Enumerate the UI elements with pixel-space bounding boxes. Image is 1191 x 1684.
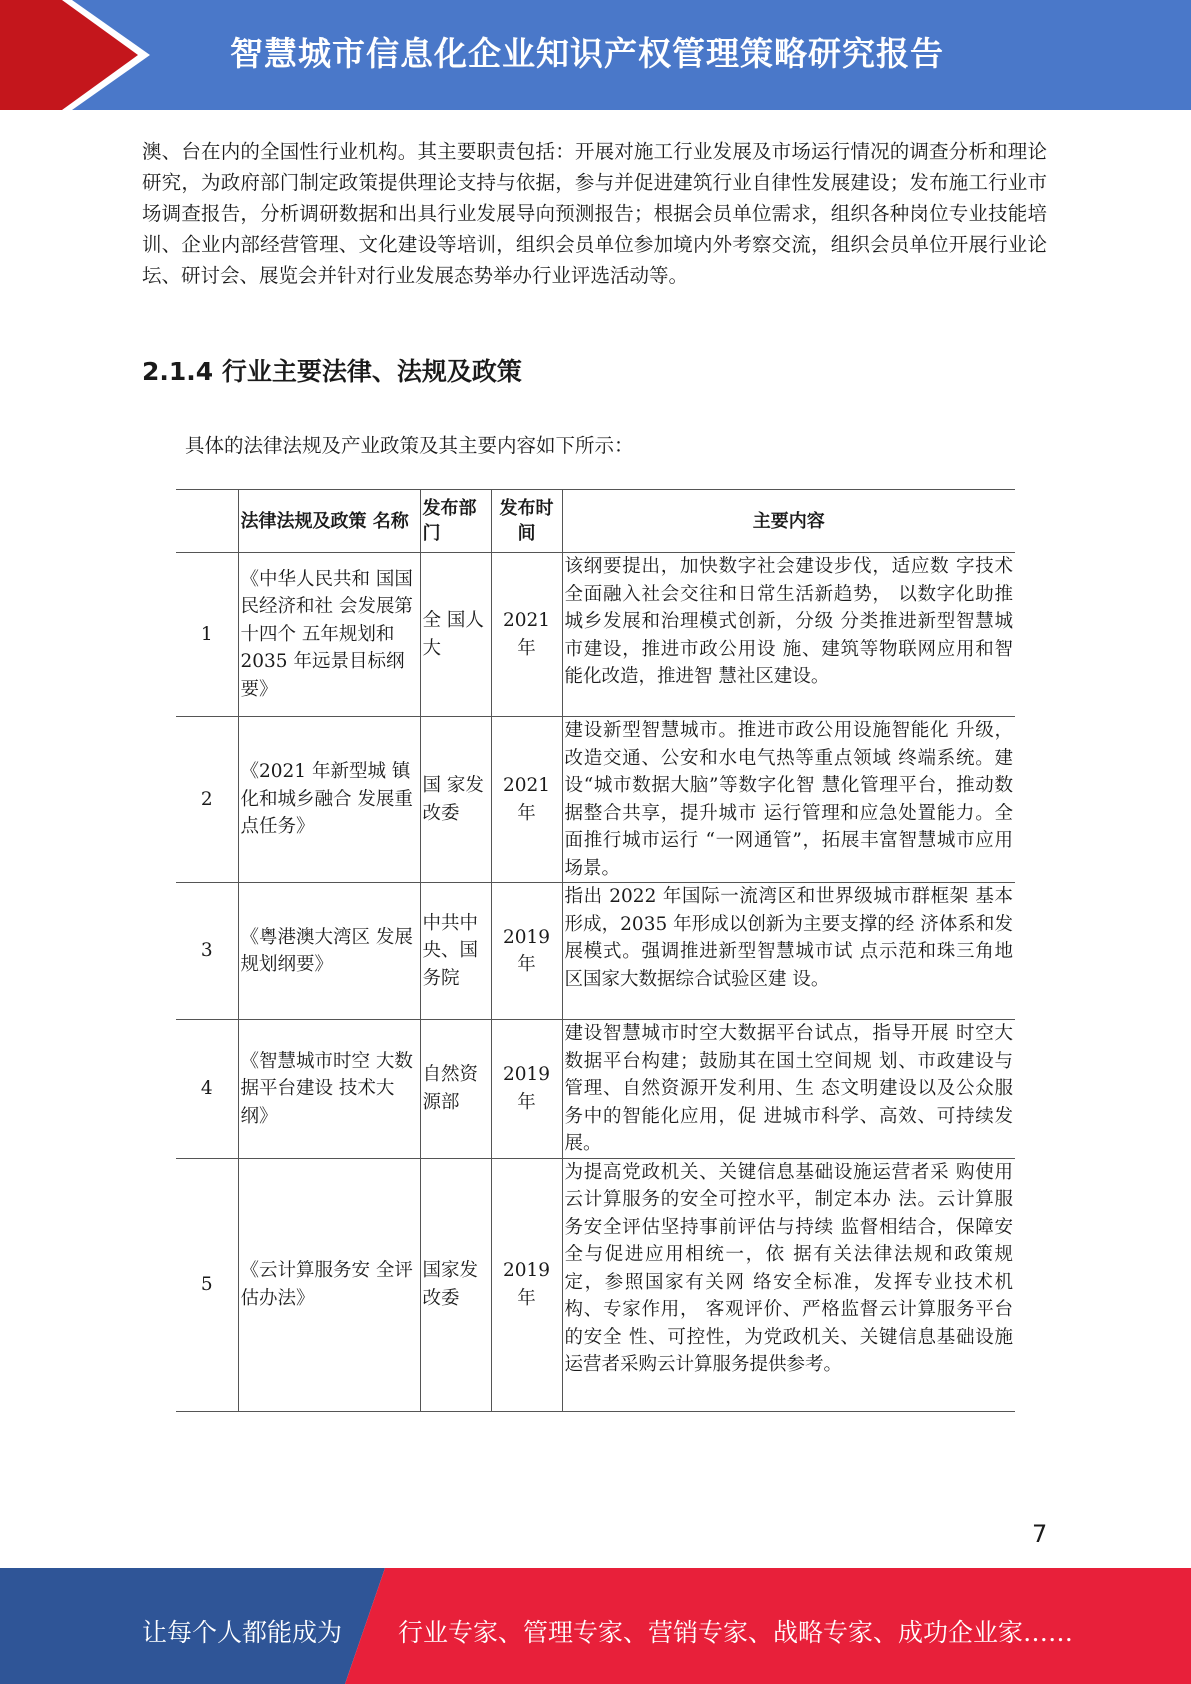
table-header-row: [176, 490, 1015, 553]
table-row: [176, 1158, 1015, 1411]
row-index: 2: [176, 717, 238, 883]
row-time: 2019 年: [491, 1020, 562, 1159]
row-time: 2021 年: [491, 717, 562, 883]
section-heading: 2.1.4 行业主要法律、法规及政策: [142, 357, 522, 386]
header-index: [176, 490, 238, 553]
laws-table: [176, 489, 1015, 1412]
row-name: 《云计算服务安 全评估办法》: [238, 1158, 420, 1411]
row-dept: 国家发改委: [420, 1158, 491, 1411]
table-row: [176, 553, 1015, 717]
table-intro: 具体的法律法规及产业政策及其主要内容如下所示：: [185, 434, 634, 457]
row-index: 4: [176, 1020, 238, 1159]
header-name: 法律法规及政策 名称: [238, 490, 420, 553]
table-row: [176, 1020, 1015, 1159]
row-dept: 自然资源部: [420, 1020, 491, 1159]
row-index: 1: [176, 553, 238, 717]
row-name: 《粤港澳大湾区 发展规划纲要》: [238, 883, 420, 1020]
header-arrow-decoration: [0, 0, 150, 110]
body-paragraph: 澳、台在内的全国性行业机构。其主要职责包括：开展对施工行业发展及市场运行情况的调查分析和理论研究，为政府部门制定政策提供理论支持与依据，参与并促进建筑行业自律性发展建设；发布施工行业市场调查报告，分析调研数据和出具行业发展导向预测报告；根据会员单位需求，组织各种岗位专业技能培训、企业内部经营管理、文化建设等培训，组织会员单位参加境内外考察交流，组织会员单位开展行业论坛、研讨会、展览会并针对行业发展态势举办行业评选活动等。: [142, 140, 1047, 287]
row-name: 《智慧城市时空 大数据平台建设 技术大纲》: [238, 1020, 420, 1159]
header-time: 发布时间: [491, 490, 562, 553]
row-name: 《2021 年新型城 镇化和城乡融合 发展重点任务》: [238, 717, 420, 883]
row-content: 建设新型智慧城市。推进市政公用设施智能化 升级，改造交通、公安和水电气热等重点领域 终端系统。建设“城市数据大脑”等数字化智 慧化管理平台，推动数据整合共享，提升城市 运行管理和应急处置能力。全面推行城市运行 “一网通管”，拓展丰富智慧城市应用场景。: [562, 717, 1015, 883]
row-time: 2021 年: [491, 553, 562, 717]
report-title: 智慧城市信息化企业知识产权管理策略研究报告: [230, 34, 944, 73]
row-dept: 全 国人大: [420, 553, 491, 717]
row-content: 指出 2022 年国际一流湾区和世界级城市群框架 基本形成，2035 年形成以创新为主要支撑的经 济体系和发展模式。强调推进新型智慧城市试 点示范和珠三角地区国家大数据综合试验区建 设。: [562, 883, 1015, 1020]
row-content: 建设智慧城市时空大数据平台试点，指导开展 时空大数据平台构建；鼓励其在国土空间规 划、市政建设与管理、自然资源开发利用、生 态文明建设以及公众服务中的智能化应用，促 进城市科学、高效、可持续发展。: [562, 1020, 1015, 1159]
row-content: 为提高党政机关、关键信息基础设施运营者采 购使用云计算服务的安全可控水平，制定本办 法。云计算服务安全评估坚持事前评估与持续 监督相结合，保障安全与促进应用相统一，依 据有关法律法规和政策规定，参照国家有关网 络安全标准，发挥专业技术机构、专家作用， 客观评价、严格监督云计算服务平台的安全 性、可控性，为党政机关、关键信息基础设施 运营者采购云计算服务提供参考。: [562, 1158, 1015, 1411]
footer-slogan-right: 行业专家、管理专家、营销专家、战略专家、成功企业家……: [398, 1618, 1074, 1647]
row-dept: 中共中 央、国务院: [420, 883, 491, 1020]
table-row: [176, 717, 1015, 883]
row-index: 3: [176, 883, 238, 1020]
page-number: 7: [1032, 1520, 1048, 1548]
table-row: [176, 883, 1015, 1020]
footer-band: [0, 1568, 1191, 1684]
row-index: 5: [176, 1158, 238, 1411]
row-dept: 国 家发 改委: [420, 717, 491, 883]
row-time: 2019 年: [491, 883, 562, 1020]
header-content: 主要内容: [562, 490, 1015, 553]
row-name: 《中华人民共和 国国民经济和社 会发展第十四个 五年规划和 2035 年远景目标纲 要》: [238, 553, 420, 717]
footer-slogan-left: 让每个人都能成为: [142, 1618, 343, 1647]
row-content: 该纲要提出，加快数字社会建设步伐，适应数 字技术全面融入社会交往和日常生活新趋势， 以数字化助推城乡发展和治理模式创新，分级 分类推进新型智慧城市建设，推进市政公用设 施、建筑等物联网应用和智能化改造，推进智 慧社区建设。: [562, 553, 1015, 717]
header-band: [0, 0, 1191, 110]
row-time: 2019 年: [491, 1158, 562, 1411]
header-dept: 发布部门: [420, 490, 491, 553]
